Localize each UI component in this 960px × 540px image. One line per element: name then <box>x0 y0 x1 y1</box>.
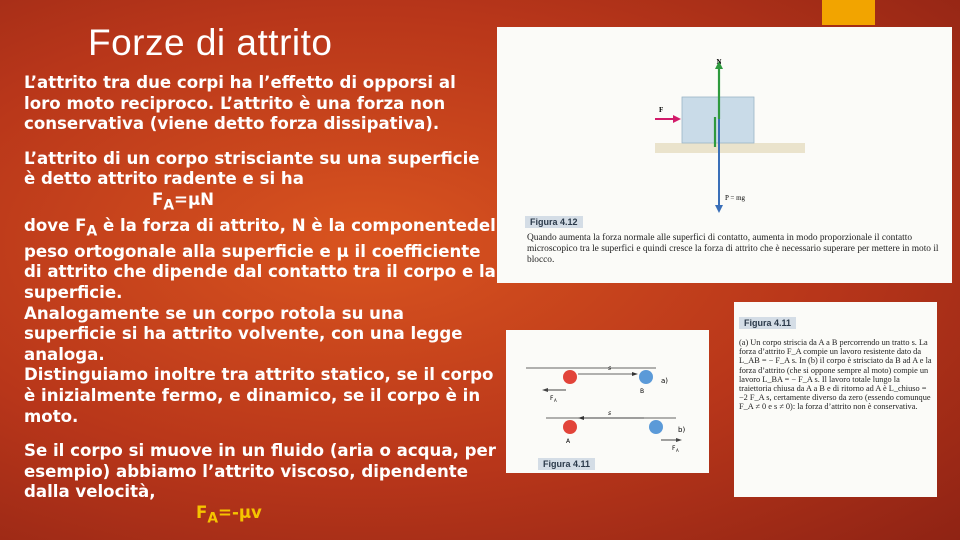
paragraph-attrito-volvente: Analogamente se un corpo rotola su una superficie si ha attrito volvente, con una legge analoga. <box>24 303 463 364</box>
definition-start: dove F <box>24 215 87 235</box>
block-forces-diagram <box>647 57 807 217</box>
body-end-b <box>563 420 577 434</box>
formula-subscript: A <box>163 197 175 214</box>
label-F-a: F <box>550 395 554 402</box>
label-part-b: b) <box>678 426 686 434</box>
figure-4-11-text-label: Figura 4.11 <box>739 317 796 329</box>
formula-symbol: F <box>196 502 208 522</box>
sliding-body-diagram <box>506 330 709 473</box>
figure-4-11-caption: (a) Un corpo striscia da A a B percorrendo un tratto s. La forza d’attrito F_A compie un lavoro resistente dato da L_AB = − F_A s. In (b) il corpo è strisciato da B ad A e la forza d’attrito (che si oppone sempre al moto) compie un lavoro L_BA = − F_A s. Il lavoro totale lungo la traiettoria chiusa da A a B e di ritorno ad A è L_chiuso = −2 F_A s, certamente diverso da zero (essendo comunque F_A ≠ 0 e s ≠ 0): la forza d’attrito non è conservativa. <box>739 338 932 412</box>
formula-rest: =μN <box>174 189 215 209</box>
paragraph-gap <box>24 427 496 441</box>
weight-label: P = mg <box>725 194 746 202</box>
body-end-a <box>639 370 653 384</box>
displacement-arrowhead-b <box>578 416 584 420</box>
friction-arrowhead-b <box>676 438 682 442</box>
figure-4-12-caption: Quando aumenta la forza normale alle superfici di contatto, aumenta in modo proporzionale il contatto microscopico tra le superfici e quindi cresce la forza di attrito che è necessario superare per mettere in moto il blocco. <box>527 233 939 265</box>
figure-4-11-text-panel <box>734 302 937 497</box>
label-F-b: F <box>672 445 676 452</box>
formula-symbol: F <box>152 189 164 209</box>
paragraph-attrito-intro: L’attrito tra due corpi ha l’effetto di opporsi al loro moto reciproco. L’attrito è una forza non conservativa (viene detto forza dissipativa). <box>24 73 456 134</box>
paragraph-statico-dinamico: Distinguiamo inoltre tra attrito statico, se il corpo è inizialmente fermo, e dinamico, se il corpo è in moto. <box>24 365 494 426</box>
friction-arrowhead-a <box>542 388 548 392</box>
body-text <box>24 73 496 529</box>
label-A-b: A <box>566 438 571 445</box>
paragraph-attrito-radente: L’attrito di un corpo strisciante su una superficie è detto attrito radente e si ha <box>24 148 480 189</box>
body-start-a <box>563 370 577 384</box>
paragraph-attrito-viscoso: Se il corpo si muove in un fluido (aria o acqua, per esempio) abbiamo l’attrito viscoso, dipendente dalla velocità, <box>24 441 496 502</box>
accent-tab <box>822 0 875 25</box>
formula-attrito-viscoso <box>24 503 496 529</box>
formula-attrito-radente <box>24 190 496 216</box>
figure-4-12-label: Figura 4.12 <box>525 216 583 228</box>
figure-4-12-panel <box>497 27 952 283</box>
label-part-a: a) <box>661 377 669 385</box>
normal-force-label: N <box>716 57 722 66</box>
label-s-b: s <box>608 410 612 417</box>
label-F-a-subscript: A <box>554 398 557 403</box>
applied-force-label: F <box>659 106 664 114</box>
floor-surface <box>655 143 805 153</box>
displacement-arrowhead-a <box>632 372 638 376</box>
label-B-a: B <box>640 388 645 395</box>
weight-arrowhead <box>715 205 723 213</box>
figure-4-11-image-label: Figura 4.11 <box>538 458 595 470</box>
body-start-b <box>649 420 663 434</box>
label-F-b-subscript: A <box>676 448 679 453</box>
applied-force-arrowhead <box>673 115 681 123</box>
paragraph-gap <box>24 135 496 149</box>
slide-title: Forze di attrito <box>88 22 333 63</box>
paragraph-definitions <box>24 216 496 304</box>
formula-rest: =-μv <box>218 502 262 522</box>
label-s-a: s <box>608 365 612 372</box>
figure-4-11-image-panel <box>506 330 709 473</box>
definition-rest: è la forza di attrito, N è la componentedel peso ortogonale alla superficie e μ il coefficiente di attrito che dipende dal contatto tra il corpo e la superficie. <box>24 215 496 302</box>
formula-subscript: A <box>207 510 219 527</box>
definition-subscript: A <box>86 223 98 240</box>
